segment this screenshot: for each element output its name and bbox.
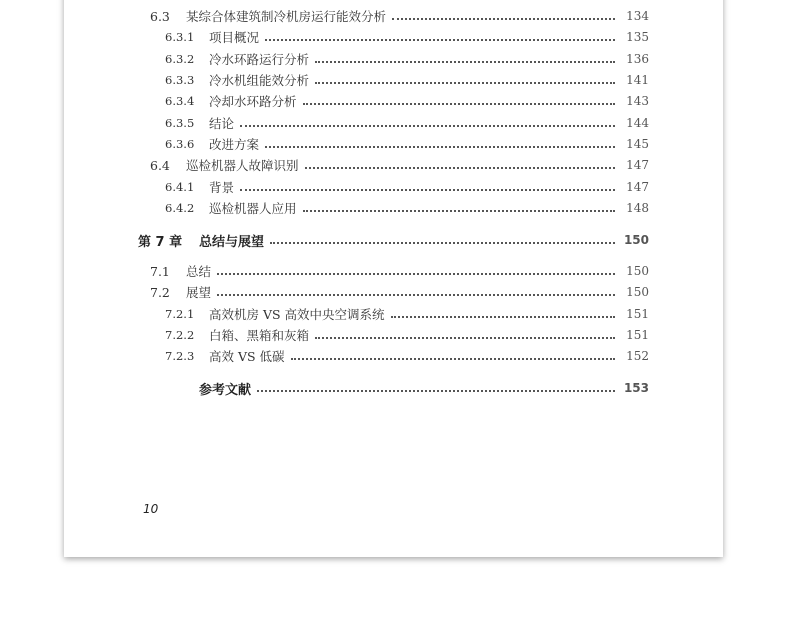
toc-entry[interactable] bbox=[64, 6, 723, 26]
dot-leader bbox=[240, 124, 615, 127]
dot-leader bbox=[265, 145, 615, 148]
dot-leader bbox=[303, 209, 615, 212]
dot-leader bbox=[303, 102, 615, 105]
document-page bbox=[64, 0, 723, 557]
toc-entry-page: 144 bbox=[626, 116, 649, 130]
dot-leader bbox=[257, 389, 615, 392]
toc-entry-title: 巡检机器人应用 bbox=[209, 201, 297, 216]
dot-leader bbox=[291, 357, 615, 360]
dot-leader bbox=[305, 166, 615, 169]
toc-entry-number: 6.3 bbox=[150, 8, 170, 24]
toc-entry-number: 7.2.1 bbox=[165, 307, 195, 321]
toc-entry-page: 136 bbox=[626, 52, 649, 66]
toc-entry-page: 147 bbox=[626, 158, 649, 172]
dot-leader bbox=[270, 241, 615, 244]
toc-entry-number: 7.2.2 bbox=[165, 328, 195, 342]
toc-entry-title: 总结与展望 bbox=[199, 234, 265, 250]
toc-entry-page: 135 bbox=[626, 30, 649, 44]
dot-leader bbox=[315, 60, 615, 63]
toc-entry-title: 总结 bbox=[186, 264, 212, 279]
toc-entry-page: 153 bbox=[623, 381, 649, 395]
toc-entry-title: 某综合体建筑制冷机房运行能效分析 bbox=[186, 9, 387, 24]
toc-entry-title: 冷水机组能效分析 bbox=[209, 73, 310, 88]
toc-entry-title: 巡检机器人故障识别 bbox=[186, 158, 299, 173]
toc-entry-page: 148 bbox=[626, 201, 649, 215]
toc-entry[interactable] bbox=[64, 325, 723, 345]
toc-entry-page: 151 bbox=[626, 328, 649, 342]
dot-leader bbox=[315, 336, 615, 339]
toc-entry-number: 6.3.3 bbox=[165, 73, 195, 87]
toc-entry-number: 6.4 bbox=[150, 157, 170, 173]
toc-entry[interactable] bbox=[64, 198, 723, 218]
toc-entry-title: 改进方案 bbox=[209, 137, 260, 152]
toc-entry-number: 6.3.6 bbox=[165, 137, 195, 151]
toc-entry-page: 150 bbox=[623, 233, 649, 247]
toc-entry-page: 143 bbox=[626, 94, 649, 108]
toc-entry-number: 7.1 bbox=[150, 263, 170, 279]
toc-entry[interactable] bbox=[64, 70, 723, 90]
dot-leader bbox=[217, 272, 615, 275]
toc-entry[interactable] bbox=[64, 113, 723, 133]
toc-entry-page: 141 bbox=[626, 73, 649, 87]
toc-entry-number: 第 7 章 bbox=[138, 234, 183, 250]
toc-entry-page: 150 bbox=[626, 285, 649, 299]
toc-entry-page: 134 bbox=[626, 9, 649, 23]
toc-entry[interactable] bbox=[64, 91, 723, 111]
toc-entry[interactable] bbox=[64, 27, 723, 47]
toc-entry[interactable] bbox=[64, 282, 723, 302]
toc-entry[interactable] bbox=[64, 378, 723, 398]
toc-entry-title: 冷却水环路分析 bbox=[209, 94, 297, 109]
toc-entry[interactable] bbox=[64, 261, 723, 281]
dot-leader bbox=[240, 188, 615, 191]
toc-entry-title: 高效机房 VS 高效中央空调系统 bbox=[209, 307, 385, 322]
toc-entry[interactable] bbox=[64, 230, 723, 250]
toc-entry-number: 6.3.5 bbox=[165, 116, 195, 130]
toc-entry-number: 7.2 bbox=[150, 284, 170, 300]
toc-entry-title: 高效 VS 低碳 bbox=[209, 349, 285, 364]
toc-entry-number: 6.3.1 bbox=[165, 30, 195, 44]
toc-entry-title: 冷水环路运行分析 bbox=[209, 52, 310, 67]
toc-entry-number: 6.4.1 bbox=[165, 180, 195, 194]
toc-entry-page: 152 bbox=[626, 349, 649, 363]
toc-entry-number: 6.4.2 bbox=[165, 201, 195, 215]
toc-entry[interactable] bbox=[64, 346, 723, 366]
toc-entry-title: 参考文献 bbox=[199, 382, 252, 398]
toc-entry[interactable] bbox=[64, 304, 723, 324]
toc-entry-title: 结论 bbox=[209, 116, 235, 131]
dot-leader bbox=[392, 17, 615, 20]
toc-entry-number: 7.2.3 bbox=[165, 349, 195, 363]
toc-entry-page: 151 bbox=[626, 307, 649, 321]
toc-entry-number: 6.3.4 bbox=[165, 94, 195, 108]
page-number: 10 bbox=[143, 502, 159, 516]
toc-entry-page: 147 bbox=[626, 180, 649, 194]
toc-entry[interactable] bbox=[64, 177, 723, 197]
toc-entry-page: 150 bbox=[626, 264, 649, 278]
dot-leader bbox=[391, 315, 615, 318]
toc-entry[interactable] bbox=[64, 49, 723, 69]
toc-entry-page: 145 bbox=[626, 137, 649, 151]
toc-entry-title: 项目概况 bbox=[209, 30, 260, 45]
toc-entry-number: 6.3.2 bbox=[165, 52, 195, 66]
toc-entry[interactable] bbox=[64, 134, 723, 154]
toc-entry[interactable] bbox=[64, 155, 723, 175]
dot-leader bbox=[217, 293, 615, 296]
toc-entry-title: 白箱、黑箱和灰箱 bbox=[209, 328, 310, 343]
toc-entry-title: 展望 bbox=[186, 285, 212, 300]
dot-leader bbox=[315, 81, 615, 84]
dot-leader bbox=[265, 38, 615, 41]
toc-entry-title: 背景 bbox=[209, 180, 235, 195]
